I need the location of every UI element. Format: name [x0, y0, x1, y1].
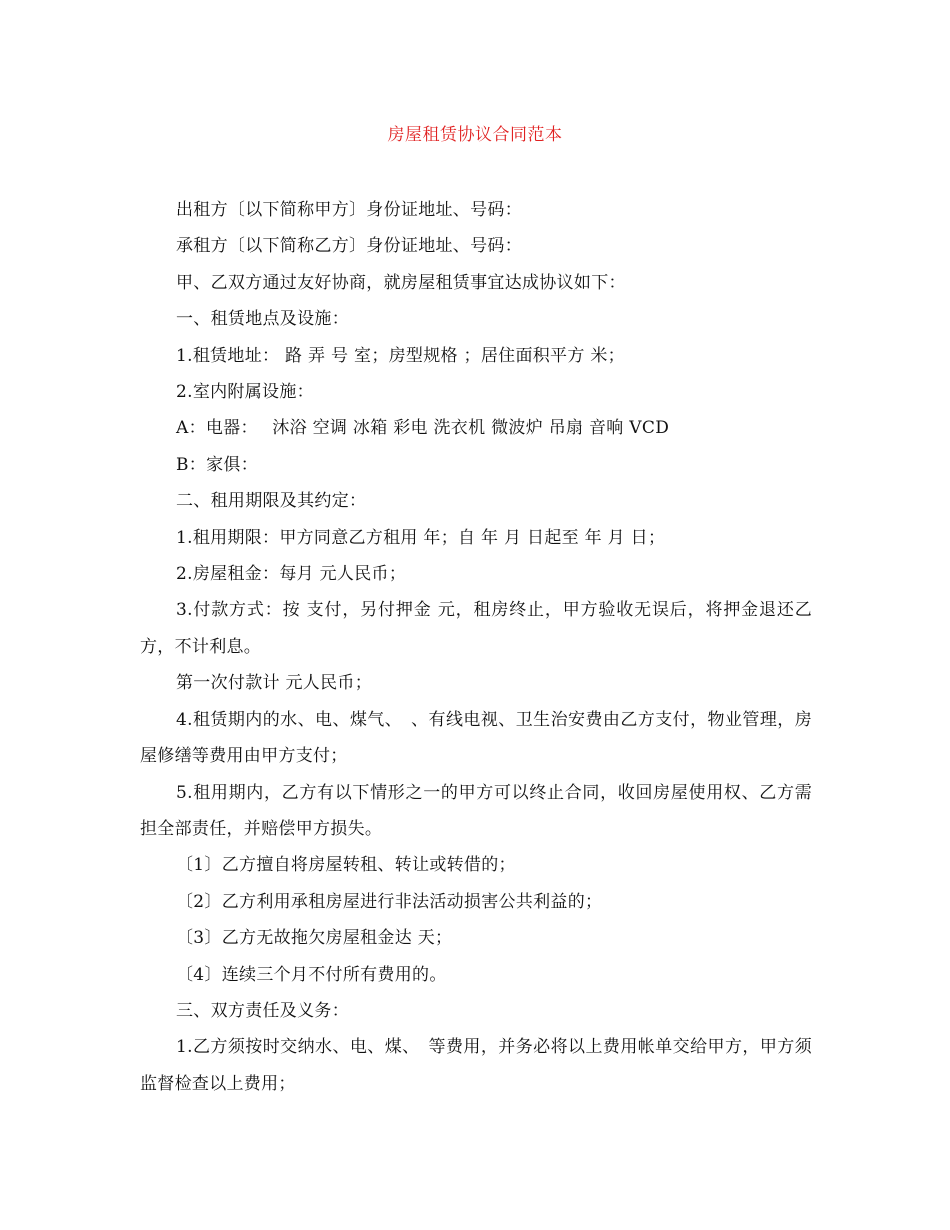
paragraph: 4.租赁期内的水、电、煤气、 、有线电视、卫生治安费由乙方支付，物业管理，房屋修缮等费用由甲方支付； — [140, 709, 812, 767]
list-item: 〔3〕乙方无故拖欠房屋租金达 天； — [176, 928, 453, 949]
document-title: 房屋租赁协议合同范本 — [387, 125, 563, 145]
paragraph: 2.室内附属设施： — [176, 382, 314, 403]
section-heading: 三、双方责任及义务： — [176, 1000, 349, 1021]
paragraph: 5.租用期内，乙方有以下情形之一的甲方可以终止合同，收回房屋使用权、乙方需担全部责任，并赔偿甲方损失。 — [140, 782, 812, 839]
paragraph: 第一次付款计 元人民币； — [176, 673, 373, 694]
paragraph: 出租方〔以下简称甲方〕身份证地址、号码： — [176, 200, 522, 220]
list-item: 〔4〕连续三个月不付所有费用的。 — [176, 964, 447, 985]
paragraph: 3.付款方式：按 支付，另付押金 元，租房终止，甲方验收无误后，将押金退还乙方，不计利息。 — [140, 600, 812, 657]
paragraph: 承租方〔以下简称乙方〕身份证地址、号码： — [176, 236, 522, 257]
paragraph: 1.租赁地址： 路 弄 号 室；房型规格 ；居住面积平方 米； — [176, 345, 625, 366]
paragraph: 甲、乙双方通过友好协商，就房屋租赁事宜达成协议如下： — [176, 272, 626, 293]
section-heading: 一、租赁地点及设施： — [176, 309, 349, 330]
document-body — [140, 192, 812, 1102]
section-heading: 二、租用期限及其约定： — [176, 491, 367, 512]
paragraph: A：电器： 沐浴 空调 冰箱 彩电 洗衣机 微波炉 吊扇 音响 VCD — [176, 418, 670, 439]
paragraph: 1.租用期限：甲方同意乙方租用 年；自 年 月 日起至 年 月 日； — [176, 527, 666, 548]
paragraph: 1.乙方须按时交纳水、电、煤、 等费用，并务必将以上费用帐单交给甲方，甲方须监督检查以上费用； — [140, 1037, 812, 1094]
list-item: 〔2〕乙方利用承租房屋进行非法活动损害公共利益的； — [176, 891, 603, 912]
list-item: 〔1〕乙方擅自将房屋转租、转让或转借的； — [176, 855, 516, 876]
paragraph: B：家俱： — [176, 454, 258, 475]
paragraph: 2.房屋租金：每月 元人民币； — [176, 564, 407, 585]
